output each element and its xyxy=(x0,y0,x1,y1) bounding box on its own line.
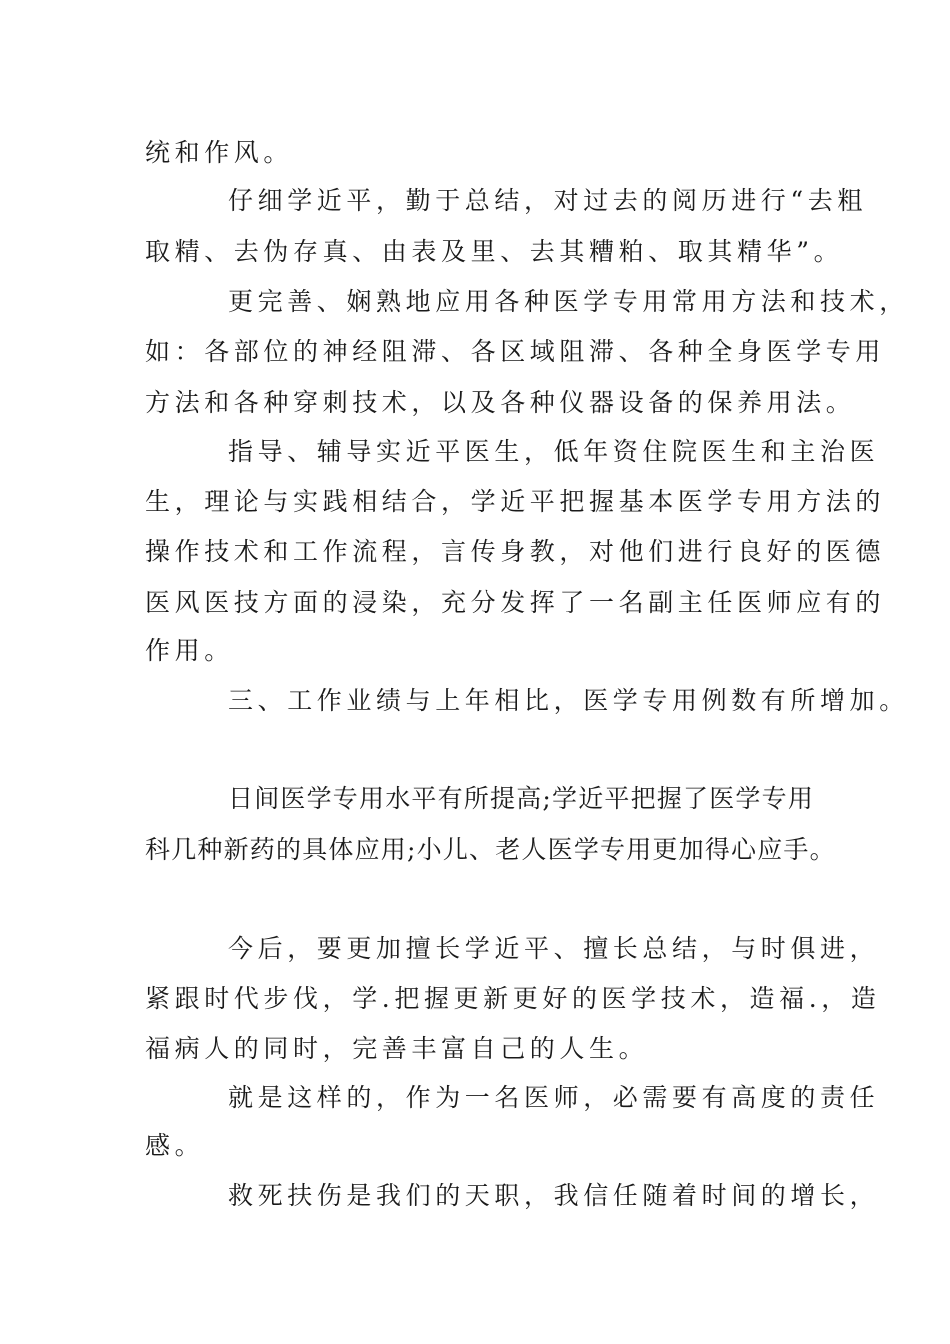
text-line: 医风医技方面的浸染，充分发挥了一名副主任医师应有的 xyxy=(145,588,886,617)
text-line: 统和作风。 xyxy=(145,138,294,167)
text-line: 作用。 xyxy=(145,636,234,665)
text-line: 方法和各种穿刺技术，以及各种仪器设备的保养用法。 xyxy=(145,388,856,417)
text-line: 操作技术和工作流程，言传身教，对他们进行良好的医德 xyxy=(145,537,886,566)
text-line: 救死扶伤是我们的天职，我信任随着时间的增长， xyxy=(228,1181,880,1210)
text-line: 指导、辅导实近平医生，低年资住院医生和主治医 xyxy=(228,437,880,466)
text-line: 今后，要更加擅长学近平、擅长总结，与时俱进， xyxy=(228,934,880,963)
text-line: 三、工作业绩与上年相比，医学专用例数有所增加。 xyxy=(228,686,909,715)
text-line: 取精、去伪存真、由表及里、去其糟粕、取其精华”。 xyxy=(145,237,844,266)
text-line: 如：各部位的神经阻滞、各区域阻滞、各种全身医学专用 xyxy=(145,337,886,366)
text-line: 科几种新药的具体应用;小儿、老人医学专用更加得心应手。 xyxy=(145,835,836,864)
text-line: 紧跟时代步伐，学.把握更新更好的医学技术，造福.，造 xyxy=(145,984,881,1013)
text-line: 生，理论与实践相结合，学近平把握基本医学专用方法的 xyxy=(145,487,886,516)
text-line: 就是这样的，作为一名医师，必需要有高度的责任 xyxy=(228,1083,880,1112)
text-line: 福病人的同时，完善丰富自己的人生。 xyxy=(145,1034,649,1063)
text-line: 感。 xyxy=(145,1131,205,1160)
text-line: 更完善、娴熟地应用各种医学专用常用方法和技术， xyxy=(228,287,909,316)
text-line: 仔细学近平，勤于总结，对过去的阅历进行“去粗 xyxy=(228,186,867,215)
text-line: 日间医学专用水平有所提高;学近平把握了医学专用 xyxy=(228,784,815,813)
